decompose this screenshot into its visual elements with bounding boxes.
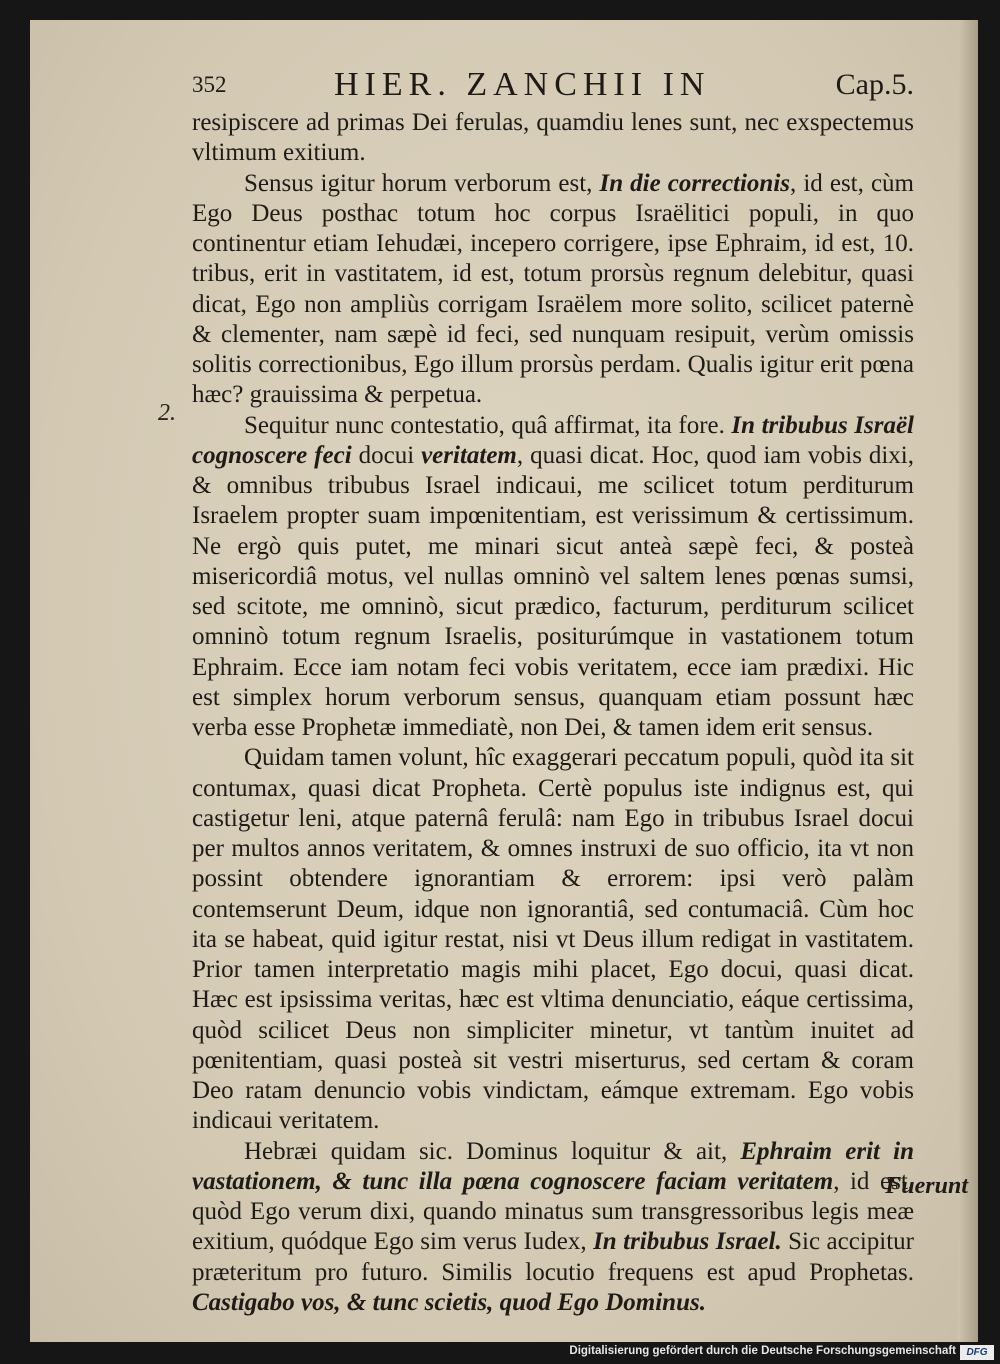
paragraph: Sensus igitur horum verborum est, In die correctionis, id est, cùm Ego Deus posthac totum hoc corpus Israëlitici populi, in quo continentur etiam Iehudæi, incepero corrigere, ipse Ephraim, id est, 10. tribus, erit in vastitatem, id est, totum prorsùs regnum delebitur, quasi dicat, Ego non ampliùs corrigam Israëlem more solito, scilicet paternè & clementer, nam sæpè id feci, sed nunquam resipuit, verùm omissis solitis correctionibus, Ego illum prorsùs perdam. Qualis igitur erit pœna hæc? grauissima & perpetua. [192, 169, 914, 409]
body-text [192, 108, 914, 1318]
running-title: HIER. ZANCHII IN [334, 66, 711, 103]
catchword: Fuerunt [885, 1173, 968, 1199]
dfg-logo: DFG [960, 1345, 994, 1360]
funding-credit: Digitalisierung gefördert durch die Deutsche Forschungsgemeinschaft [569, 1345, 956, 1357]
page-number: 352 [192, 72, 227, 97]
paragraph: resipiscere ad primas Dei ferulas, quamdiu lenes sunt, nec exspectemus vltimum exitium. [192, 109, 914, 167]
digitization-footer [0, 1342, 1000, 1364]
paragraph: Hebræi quidam sic. Dominus loquitur & ait, Ephraim erit in vastationem, & tunc illa pœna cognoscere faciam veritatem, id est, quòd Ego verum dixi, quando minatus sum transgressoribus legis meæ exitium, quódque Ego sim verus Iudex, In tribubus Israel. Sic accipitur præteritum pro futuro. Similis locutio frequens est apud Prophetas. Castigabo vos, & tunc scietis, quod Ego Dominus. [192, 1137, 915, 1316]
running-header [192, 62, 914, 106]
page-edge [958, 20, 978, 1342]
margin-note: 2. [158, 400, 176, 426]
paragraph: Sequitur nunc contestatio, quâ affirmat, ita fore. In tribubus Israël cognoscere feci docui veritatem, quasi dicat. Hoc, quod iam vobis dixi, & omnibus tribubus Israel indicaui, me scilicet totum perditurum Israelem propter suam impœnitentiam, est verissimum & certissimum. Ne ergò quis putet, me minari sicut anteà sæpè feci, & posteà misericordiâ motus, vel nullas omninò vel saltem lenes pœnas sumsi, sed scitote, me omninò, sicut prædico, facturum, perditurum scilicet omninò totum regnum Israelis, positurúmque in vastationem totum Ephraim. Ecce iam notam feci vobis veritatem, ecce iam prædixi. Hic est simplex horum verborum sensus, quanquam etiam possunt hæc verba esse Prophetæ immediatè, non Dei, & tamen idem erit sensus. [192, 411, 915, 741]
chapter-label: Cap.5. [835, 68, 914, 101]
paragraph: Quidam tamen volunt, hîc exaggerari peccatum populi, quòd ita sit contumax, quasi dicat Propheta. Certè populus iste indignus est, qui castigetur leni, atque paternâ ferulâ: nam Ego in tribubus Israel docui per multos annos veritatem, & omnes instruxi de suo officio, ita vt non possint obtendere ignorantiam & errorem: ipsi verò palàm contemserunt Deum, idque non ignorantiâ, sed contumaciâ. Cùm hoc ita se habeat, quid igitur restat, nisi vt Deus illum redigat in vastitatem. Prior tamen interpretatio magis mihi placet, Ego docui, quasi dicat. Hæc est ipsissima veritas, hæc est vltima denunciatio, eáque certissima, quòd scilicet Deus non simpliciter minetur, vt tantùm inuitet ad pœnitentiam, quasi posteà sit vestri miserturus, sed certam & coram Deo ratam denuncio vobis vindictam, eámque extremam. Ego vobis indicaui veritatem. [192, 744, 914, 1135]
